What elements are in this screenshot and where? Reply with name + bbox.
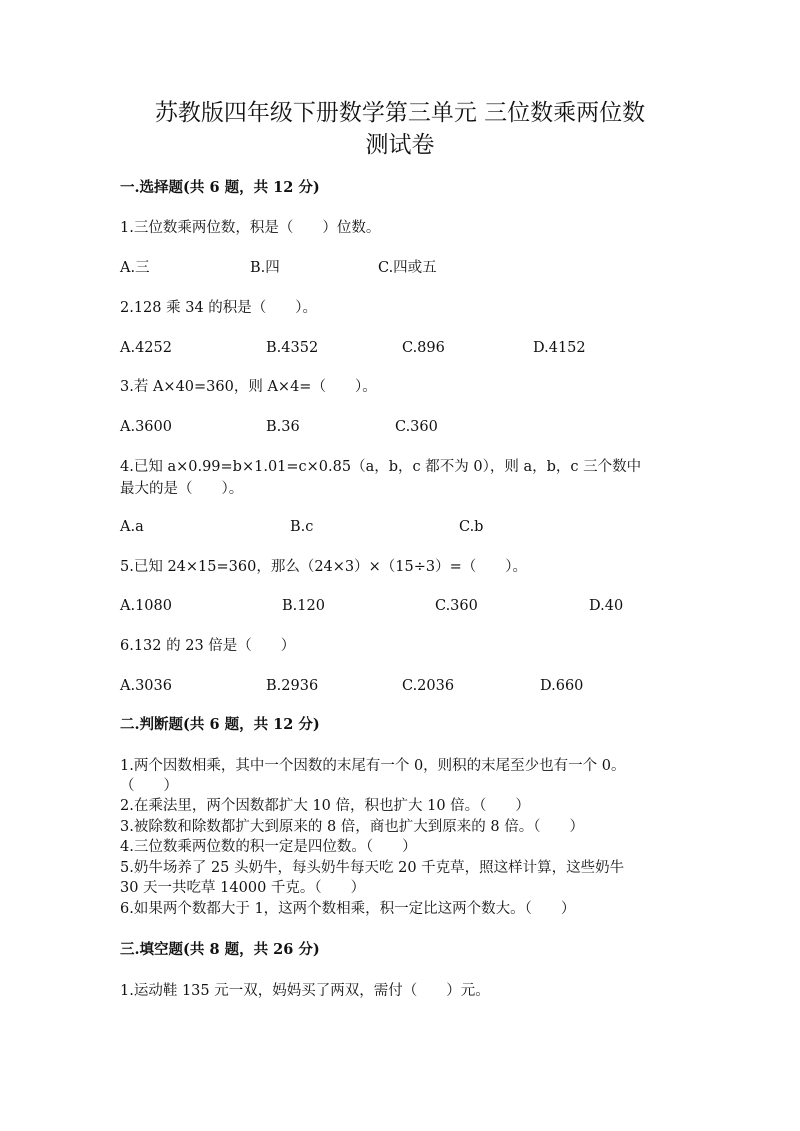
judge-question-1-line-1: 1.两个因数相乘，其中一个因数的末尾有一个 0，则积的末尾至少也有一个 0。 xyxy=(120,758,626,774)
q4-option-c: C.b xyxy=(459,519,484,535)
q3-option-c: C.360 xyxy=(395,419,438,435)
q1-option-b: B.四 xyxy=(250,260,280,276)
exam-title-line-1: 苏教版四年级下册数学第三单元 三位数乘两位数 xyxy=(154,100,646,126)
q5-option-d: D.40 xyxy=(589,598,624,614)
q6-option-c: C.2036 xyxy=(402,678,455,694)
judge-question-6: 6.如果两个数都大于 1，这两个数相乘，积一定比这两个数大。（ ） xyxy=(120,901,576,917)
q5-option-c: C.360 xyxy=(435,598,478,614)
q3-option-a: A.3600 xyxy=(120,419,172,435)
judge-question-5-line-2: 30 天一共吃草 14000 千克。（ ） xyxy=(120,880,366,896)
section-2-heading: 二.判断题(共 6 题，共 12 分) xyxy=(120,716,320,733)
q6-option-a: A.3036 xyxy=(120,678,172,694)
judge-question-3: 3.被除数和除数都扩大到原来的 8 倍，商也扩大到原来的 8 倍。（ ） xyxy=(120,819,584,835)
q5-option-a: A.1080 xyxy=(120,598,172,614)
choice-question-4-line-1: 4.已知 a×0.99=b×1.01=c×0.85（a，b，c 都不为 0），则 a，b，c 三个数中 xyxy=(120,459,642,475)
choice-question-2: 2.128 乘 34 的积是（ ）。 xyxy=(120,300,318,316)
judge-question-1-line-2: （ ） xyxy=(120,778,178,794)
choice-question-4-line-2: 最大的是（ ）。 xyxy=(120,481,244,497)
section-3-heading: 三.填空题(共 8 题，共 26 分) xyxy=(120,941,320,958)
q1-option-a: A.三 xyxy=(120,260,150,276)
q6-option-d: D.660 xyxy=(540,678,584,694)
q6-option-b: B.2936 xyxy=(266,678,319,694)
q2-option-b: B.4352 xyxy=(266,340,319,356)
judge-question-4: 4.三位数乘两位数的积一定是四位数。（ ） xyxy=(120,839,417,855)
choice-question-6: 6.132 的 23 倍是（ ） xyxy=(120,638,296,654)
q1-option-c: C.四或五 xyxy=(378,260,437,276)
q2-option-a: A.4252 xyxy=(120,340,172,356)
q5-option-b: B.120 xyxy=(282,598,325,614)
choice-question-5: 5.已知 24×15=360，那么（24×3）×（15÷3）=（ ）。 xyxy=(120,559,528,575)
fill-question-1: 1.运动鞋 135 元一双，妈妈买了两双，需付（ ）元。 xyxy=(120,983,490,999)
choice-question-3: 3.若 A×40=360，则 A×4=（ ）。 xyxy=(120,379,377,395)
q2-option-d: D.4152 xyxy=(533,340,586,356)
choice-question-1: 1.三位数乘两位数，积是（ ）位数。 xyxy=(120,220,381,236)
q4-option-b: B.c xyxy=(290,519,314,535)
exam-title-line-2: 测试卷 xyxy=(365,132,435,158)
q3-option-b: B.36 xyxy=(266,419,300,435)
q2-option-c: C.896 xyxy=(402,340,445,356)
judge-question-2: 2.在乘法里，两个因数都扩大 10 倍，积也扩大 10 倍。（ ） xyxy=(120,798,530,814)
section-1-heading: 一.选择题(共 6 题，共 12 分) xyxy=(120,179,320,196)
q4-option-a: A.a xyxy=(120,519,144,535)
judge-question-5-line-1: 5.奶牛场养了 25 头奶牛，每头奶牛每天吃 20 千克草，照这样计算，这些奶牛 xyxy=(120,860,625,876)
